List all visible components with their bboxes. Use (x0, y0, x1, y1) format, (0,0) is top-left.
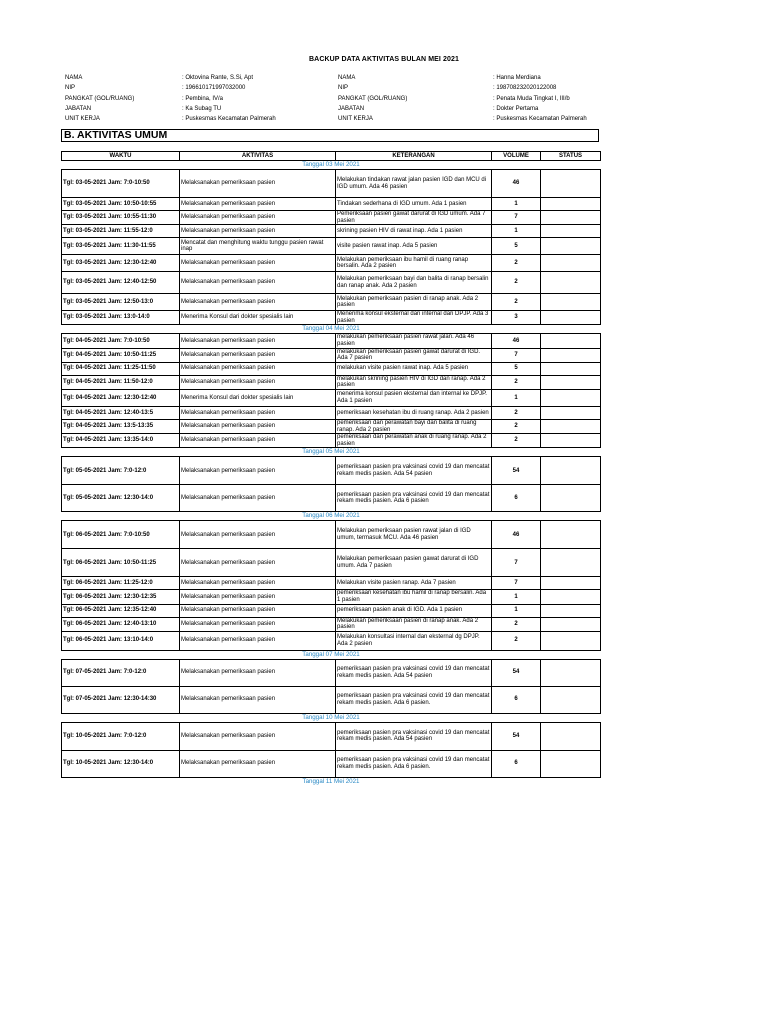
volume-cell: 54 (492, 457, 541, 485)
volume-cell: 2 (492, 434, 541, 448)
right-info-value: : Dokter Pertama (493, 105, 539, 112)
left-info-row (65, 73, 276, 83)
waktu-cell: Tgl: 10-05-2021 Jam: 7:0-12:0 (62, 722, 180, 750)
aktivitas-cell: Melaksanakan pemeriksaan pasien (180, 255, 336, 272)
right-info-value: : Puskesmas Kecamatan Palmerah (493, 116, 587, 123)
aktivitas-cell: Melaksanakan pemeriksaan pasien (180, 590, 336, 604)
status-cell (541, 419, 601, 433)
aktivitas-cell: Melaksanakan pemeriksaan pasien (180, 272, 336, 294)
waktu-cell: Tgl: 06-05-2021 Jam: 12:40-13:10 (62, 617, 180, 631)
table-row (62, 211, 601, 225)
waktu-cell: Tgl: 04-05-2021 Jam: 7:0-10:50 (62, 334, 180, 348)
waktu-cell: Tgl: 07-05-2021 Jam: 7:0-12:0 (62, 659, 180, 686)
right-info-value: : Hanna Merdiana (493, 75, 541, 81)
status-cell (541, 590, 601, 604)
table-row (62, 294, 601, 311)
left-info-label: NAMA (65, 75, 83, 81)
table-row (62, 419, 601, 433)
aktivitas-cell: Mencatat dan menghitung waktu tunggu pasien rawat inap (180, 238, 336, 255)
column-header-aktivitas: AKTIVITAS (180, 152, 336, 161)
waktu-cell: Tgl: 06-05-2021 Jam: 10:50-11:25 (62, 549, 180, 577)
volume-cell: 6 (492, 686, 541, 713)
keterangan-cell: melakukan pemeriksaan pasien rawat jalan. Ada 46 pasien (336, 334, 492, 348)
keterangan-cell: Pemeriksaan pasien gawat darurat di IGD umum. Ada 7 pasien (336, 211, 492, 225)
volume-cell: 2 (492, 631, 541, 650)
date-label: Tanggal 04 Mei 2021 (302, 325, 360, 333)
keterangan-cell: Melakukan pemeriksaan pasien di ranap anak. Ada 2 pasien (336, 617, 492, 631)
date-group-header (62, 713, 601, 722)
keterangan-cell: Melakukan pemeriksaan pasien gawat darurat di IGD umum. Ada 7 pasien (336, 549, 492, 577)
volume-cell: 46 (492, 521, 541, 549)
keterangan-cell: pemeriksaan pasien anak di IGD. Ada 1 pasien (336, 604, 492, 617)
date-group-header (62, 448, 601, 457)
volume-cell: 46 (492, 170, 541, 198)
right-info-row (338, 114, 587, 124)
waktu-cell: Tgl: 03-05-2021 Jam: 7:0-10:50 (62, 170, 180, 198)
status-cell (541, 334, 601, 348)
left-info-row (65, 83, 276, 93)
status-cell (541, 170, 601, 198)
keterangan-cell: pemeriksaan pasien pra vaksinasi covid 19 dan mencatat rekam medis pasien. Ada 54 pasien (336, 722, 492, 750)
status-cell (541, 348, 601, 362)
aktivitas-cell: Menerima Konsul dari dokter spesialis lain (180, 389, 336, 406)
volume-cell: 2 (492, 255, 541, 272)
status-cell (541, 225, 601, 238)
right-info-row (338, 83, 587, 93)
left-info-value: : 196610171997032000 (182, 85, 246, 92)
aktivitas-cell: Melaksanakan pemeriksaan pasien (180, 348, 336, 362)
table-row (62, 521, 601, 549)
keterangan-cell: pemeriksaan pasien pra vaksinasi covid 19 dan mencatat rekam medis pasien. Ada 54 pasien (336, 457, 492, 485)
status-cell (541, 272, 601, 294)
keterangan-cell: pemeriksaan pasien pra vaksinasi covid 19 dan mencatat rekam medis pasien. Ada 54 pasien (336, 659, 492, 686)
status-cell (541, 375, 601, 389)
keterangan-cell: Melakukan konsultasi internal dan eksternal dg DPJP. Ada 2 pasien (336, 631, 492, 650)
aktivitas-cell: Melaksanakan pemeriksaan pasien (180, 334, 336, 348)
waktu-cell: Tgl: 06-05-2021 Jam: 12:30-12:35 (62, 590, 180, 604)
volume-cell: 54 (492, 659, 541, 686)
status-cell (541, 406, 601, 419)
right-info-row (338, 104, 587, 114)
volume-cell: 2 (492, 294, 541, 311)
right-info-row (338, 73, 587, 83)
aktivitas-cell: Melaksanakan pemeriksaan pasien (180, 457, 336, 485)
waktu-cell: Tgl: 04-05-2021 Jam: 10:50-11:25 (62, 348, 180, 362)
keterangan-cell: melakukan skrining pasien HIV di IGD dan ranap. Ada 2 pasien (336, 375, 492, 389)
table-row (62, 170, 601, 198)
aktivitas-cell: Melaksanakan pemeriksaan pasien (180, 375, 336, 389)
aktivitas-cell: Melaksanakan pemeriksaan pasien (180, 604, 336, 617)
waktu-cell: Tgl: 04-05-2021 Jam: 12:30-12:40 (62, 389, 180, 406)
left-info-label: PANGKAT (GOL/RUANG) (65, 95, 135, 102)
date-label: Tanggal 03 Mei 2021 (302, 161, 360, 168)
keterangan-cell: melakukan visite pasien rawat inap. Ada 5 pasien (336, 362, 492, 375)
keterangan-cell: pemeriksaan kesehatan ibu hamil di ranap bersalin. Ada 1 pasien (336, 590, 492, 604)
table-row (62, 485, 601, 512)
right-info-label: NIP (338, 85, 349, 92)
status-cell (541, 617, 601, 631)
volume-cell: 2 (492, 617, 541, 631)
status-cell (541, 686, 601, 713)
aktivitas-cell: Melaksanakan pemeriksaan pasien (180, 631, 336, 650)
volume-cell: 7 (492, 211, 541, 225)
table-row (62, 750, 601, 777)
right-info-value: : Penata Muda Tingkat I, III/b (493, 95, 570, 102)
left-info-row (65, 114, 276, 124)
left-info-value: : Oktovina Rante, S.Si, Apt (182, 75, 254, 81)
aktivitas-cell: Melaksanakan pemeriksaan pasien (180, 549, 336, 577)
status-cell (541, 255, 601, 272)
waktu-cell: Tgl: 05-05-2021 Jam: 12:30-14:0 (62, 485, 180, 512)
waktu-cell: Tgl: 03-05-2021 Jam: 12:50-13:0 (62, 294, 180, 311)
aktivitas-cell: Melaksanakan pemeriksaan pasien (180, 225, 336, 238)
waktu-cell: Tgl: 06-05-2021 Jam: 12:35-12:40 (62, 604, 180, 617)
status-cell (541, 659, 601, 686)
table-row (62, 238, 601, 255)
aktivitas-cell: Melaksanakan pemeriksaan pasien (180, 294, 336, 311)
table-row (62, 604, 601, 617)
aktivitas-cell: Melaksanakan pemeriksaan pasien (180, 434, 336, 448)
keterangan-cell: menerima konsul pasien eksternal dan internal ke DPJP. Ada 1 pasien (336, 389, 492, 406)
waktu-cell: Tgl: 06-05-2021 Jam: 13:10-14:0 (62, 631, 180, 650)
volume-cell: 6 (492, 750, 541, 777)
aktivitas-cell: Melaksanakan pemeriksaan pasien (180, 617, 336, 631)
volume-cell: 1 (492, 604, 541, 617)
document-title: BACKUP DATA AKTIVITAS BULAN MEI 2021 (309, 56, 459, 63)
left-info-value: : Pembina, IV/a (182, 95, 224, 102)
table-row (62, 348, 601, 362)
aktivitas-cell: Melaksanakan pemeriksaan pasien (180, 659, 336, 686)
table-row (62, 255, 601, 272)
right-info-label: JABATAN (338, 105, 365, 112)
table-row (62, 311, 601, 325)
table-row (62, 590, 601, 604)
waktu-cell: Tgl: 04-05-2021 Jam: 11:25-11:50 (62, 362, 180, 375)
right-info-value: : 198708232020122008 (493, 85, 557, 92)
status-cell (541, 631, 601, 650)
status-cell (541, 577, 601, 590)
right-info-row (338, 94, 587, 104)
date-group-header (62, 650, 601, 659)
waktu-cell: Tgl: 04-05-2021 Jam: 13:35-14:0 (62, 434, 180, 448)
volume-cell: 1 (492, 389, 541, 406)
aktivitas-cell: Melaksanakan pemeriksaan pasien (180, 198, 336, 211)
status-cell (541, 722, 601, 750)
waktu-cell: Tgl: 06-05-2021 Jam: 7:0-10:50 (62, 521, 180, 549)
volume-cell: 1 (492, 198, 541, 211)
right-info-label: NAMA (338, 75, 356, 81)
status-cell (541, 311, 601, 325)
table-row (62, 457, 601, 485)
status-cell (541, 389, 601, 406)
table-row (62, 434, 601, 448)
keterangan-cell: Tindakan sederhana di IGD umum. Ada 1 pasien (336, 198, 492, 211)
waktu-cell: Tgl: 03-05-2021 Jam: 10:55-11:30 (62, 211, 180, 225)
volume-cell: 1 (492, 225, 541, 238)
volume-cell: 2 (492, 419, 541, 433)
date-label: Tanggal 11 Mei 2021 (302, 777, 360, 785)
volume-cell: 5 (492, 362, 541, 375)
keterangan-cell: pemeriksaan pasien pra vaksinasi covid 19 dan mencatat rekam medis pasien. Ada 6 pasien (336, 485, 492, 512)
left-info-block (65, 73, 276, 124)
status-cell (541, 362, 601, 375)
right-info-block (338, 73, 587, 124)
keterangan-cell: pemeriksaan kesehatan ibu di ruang ranap. Ada 2 pasien (336, 406, 492, 419)
table-row (62, 406, 601, 419)
waktu-cell: Tgl: 03-05-2021 Jam: 12:30-12:40 (62, 255, 180, 272)
status-cell (541, 485, 601, 512)
status-cell (541, 750, 601, 777)
keterangan-cell: Menerima konsul eksternal dan internal dari DPJP. Ada 3 pasien (336, 311, 492, 325)
volume-cell: 2 (492, 406, 541, 419)
waktu-cell: Tgl: 05-05-2021 Jam: 7:0-12:0 (62, 457, 180, 485)
keterangan-cell: Melakukan visite pasien ranap. Ada 7 pasien (336, 577, 492, 590)
waktu-cell: Tgl: 03-05-2021 Jam: 10:50-10:55 (62, 198, 180, 211)
aktivitas-cell: Melaksanakan pemeriksaan pasien (180, 750, 336, 777)
table-row (62, 549, 601, 577)
waktu-cell: Tgl: 04-05-2021 Jam: 11:50-12:0 (62, 375, 180, 389)
status-cell (541, 457, 601, 485)
waktu-cell: Tgl: 07-05-2021 Jam: 12:30-14:30 (62, 686, 180, 713)
date-group-header (62, 325, 601, 334)
aktivitas-cell: Melaksanakan pemeriksaan pasien (180, 686, 336, 713)
column-header-keterangan: KETERANGAN (336, 152, 492, 161)
aktivitas-cell: Melaksanakan pemeriksaan pasien (180, 577, 336, 590)
status-cell (541, 238, 601, 255)
left-info-row (65, 104, 276, 114)
left-info-label: JABATAN (65, 105, 92, 112)
waktu-cell: Tgl: 04-05-2021 Jam: 12:40-13:5 (62, 406, 180, 419)
aktivitas-cell: Melaksanakan pemeriksaan pasien (180, 419, 336, 433)
status-cell (541, 521, 601, 549)
volume-cell: 7 (492, 577, 541, 590)
column-header-status: STATUS (541, 152, 601, 161)
date-group-header (62, 777, 601, 786)
column-header-waktu: WAKTU (62, 152, 180, 161)
aktivitas-cell: Melaksanakan pemeriksaan pasien (180, 722, 336, 750)
table-row (62, 577, 601, 590)
aktivitas-cell: Melaksanakan pemeriksaan pasien (180, 485, 336, 512)
keterangan-cell: pemeriksaan dan perawatan bayi dan balita di ruang ranap. Ada 2 pasien (336, 419, 492, 433)
table-row (62, 617, 601, 631)
table-row (62, 334, 601, 348)
waktu-cell: Tgl: 03-05-2021 Jam: 11:30-11:55 (62, 238, 180, 255)
date-group-header (62, 161, 601, 170)
volume-cell: 2 (492, 272, 541, 294)
aktivitas-cell: Menerima Konsul dari dokter spesialis lain (180, 311, 336, 325)
keterangan-cell: pemeriksaan dan perawatan anak di ruang ranap. Ada 2 pasien (336, 434, 492, 448)
table-row (62, 389, 601, 406)
section-title: B. AKTIVITAS UMUM (61, 129, 599, 142)
volume-cell: 54 (492, 722, 541, 750)
keterangan-cell: Melakukan pemeriksaan pasien rawat jalan di IGD umum, termasuk MCU. Ada 46 pasien (336, 521, 492, 549)
volume-cell: 3 (492, 311, 541, 325)
keterangan-cell: Melakukan pemeriksaan bayi dan balita di ranap bersalin dan ranap anak. Ada 2 pasien (336, 272, 492, 294)
keterangan-cell: skrining pasien HIV di rawat inap. Ada 1 pasien (336, 225, 492, 238)
status-cell (541, 549, 601, 577)
activity-table (61, 151, 601, 786)
waktu-cell: Tgl: 04-05-2021 Jam: 13:5-13:35 (62, 419, 180, 433)
left-info-value: : Puskesmas Kecamatan Palmerah (182, 116, 276, 123)
table-row (62, 225, 601, 238)
volume-cell: 7 (492, 348, 541, 362)
aktivitas-cell: Melaksanakan pemeriksaan pasien (180, 406, 336, 419)
left-info-value: : Ka Subag TU (182, 105, 222, 112)
aktivitas-cell: Melaksanakan pemeriksaan pasien (180, 362, 336, 375)
date-label: Tanggal 10 Mei 2021 (302, 713, 360, 721)
date-label: Tanggal 06 Mei 2021 (302, 512, 360, 520)
table-row (62, 659, 601, 686)
left-info-row (65, 94, 276, 104)
waktu-cell: Tgl: 03-05-2021 Jam: 12:40-12:50 (62, 272, 180, 294)
volume-cell: 6 (492, 485, 541, 512)
right-info-label: UNIT KERJA (338, 116, 373, 123)
keterangan-cell: melakukan pemeriksaan pasien gawat darurat di IGD. Ada 7 pasien (336, 348, 492, 362)
waktu-cell: Tgl: 03-05-2021 Jam: 13:0-14:0 (62, 311, 180, 325)
table-row (62, 198, 601, 211)
status-cell (541, 198, 601, 211)
status-cell (541, 604, 601, 617)
left-info-label: UNIT KERJA (65, 116, 100, 123)
status-cell (541, 434, 601, 448)
table-row (62, 722, 601, 750)
keterangan-cell: visite pasien rawat inap. Ada 5 pasien (336, 238, 492, 255)
table-row (62, 362, 601, 375)
right-info-label: PANGKAT (GOL/RUANG) (338, 95, 408, 102)
table-row (62, 375, 601, 389)
table-header-row (62, 152, 601, 161)
volume-cell: 1 (492, 590, 541, 604)
aktivitas-cell: Melaksanakan pemeriksaan pasien (180, 521, 336, 549)
table-row (62, 686, 601, 713)
volume-cell: 2 (492, 375, 541, 389)
column-header-volume: VOLUME (492, 152, 541, 161)
status-cell (541, 211, 601, 225)
aktivitas-cell: Melaksanakan pemeriksaan pasien (180, 211, 336, 225)
table-row (62, 631, 601, 650)
volume-cell: 7 (492, 549, 541, 577)
volume-cell: 5 (492, 238, 541, 255)
left-info-label: NIP (65, 85, 76, 92)
date-label: Tanggal 05 Mei 2021 (302, 448, 360, 456)
status-cell (541, 294, 601, 311)
date-label: Tanggal 07 Mei 2021 (302, 650, 360, 658)
volume-cell: 46 (492, 334, 541, 348)
waktu-cell: Tgl: 06-05-2021 Jam: 11:25-12:0 (62, 577, 180, 590)
keterangan-cell: Melakukan pemeriksaan ibu hamil di ruang ranap bersalin. Ada 2 pasien (336, 255, 492, 272)
waktu-cell: Tgl: 10-05-2021 Jam: 12:30-14:0 (62, 750, 180, 777)
keterangan-cell: pemeriksaan pasien pra vaksinasi covid 19 dan mencatat rekam medis pasien. Ada 6 pasien. (336, 686, 492, 713)
waktu-cell: Tgl: 03-05-2021 Jam: 11:55-12:0 (62, 225, 180, 238)
table-row (62, 272, 601, 294)
date-group-header (62, 512, 601, 521)
keterangan-cell: Melakukan tindakan rawat jalan pasien IGD dan MCU di IGD umum. Ada 46 pasien (336, 170, 492, 198)
keterangan-cell: pemeriksaan pasien pra vaksinasi covid 19 dan mencatat rekam medis pasien. Ada 6 pasien. (336, 750, 492, 777)
keterangan-cell: Melakukan pemeriksaan pasien di ranap anak. Ada 2 pasien (336, 294, 492, 311)
table-body (62, 161, 601, 786)
aktivitas-cell: Melaksanakan pemeriksaan pasien (180, 170, 336, 198)
